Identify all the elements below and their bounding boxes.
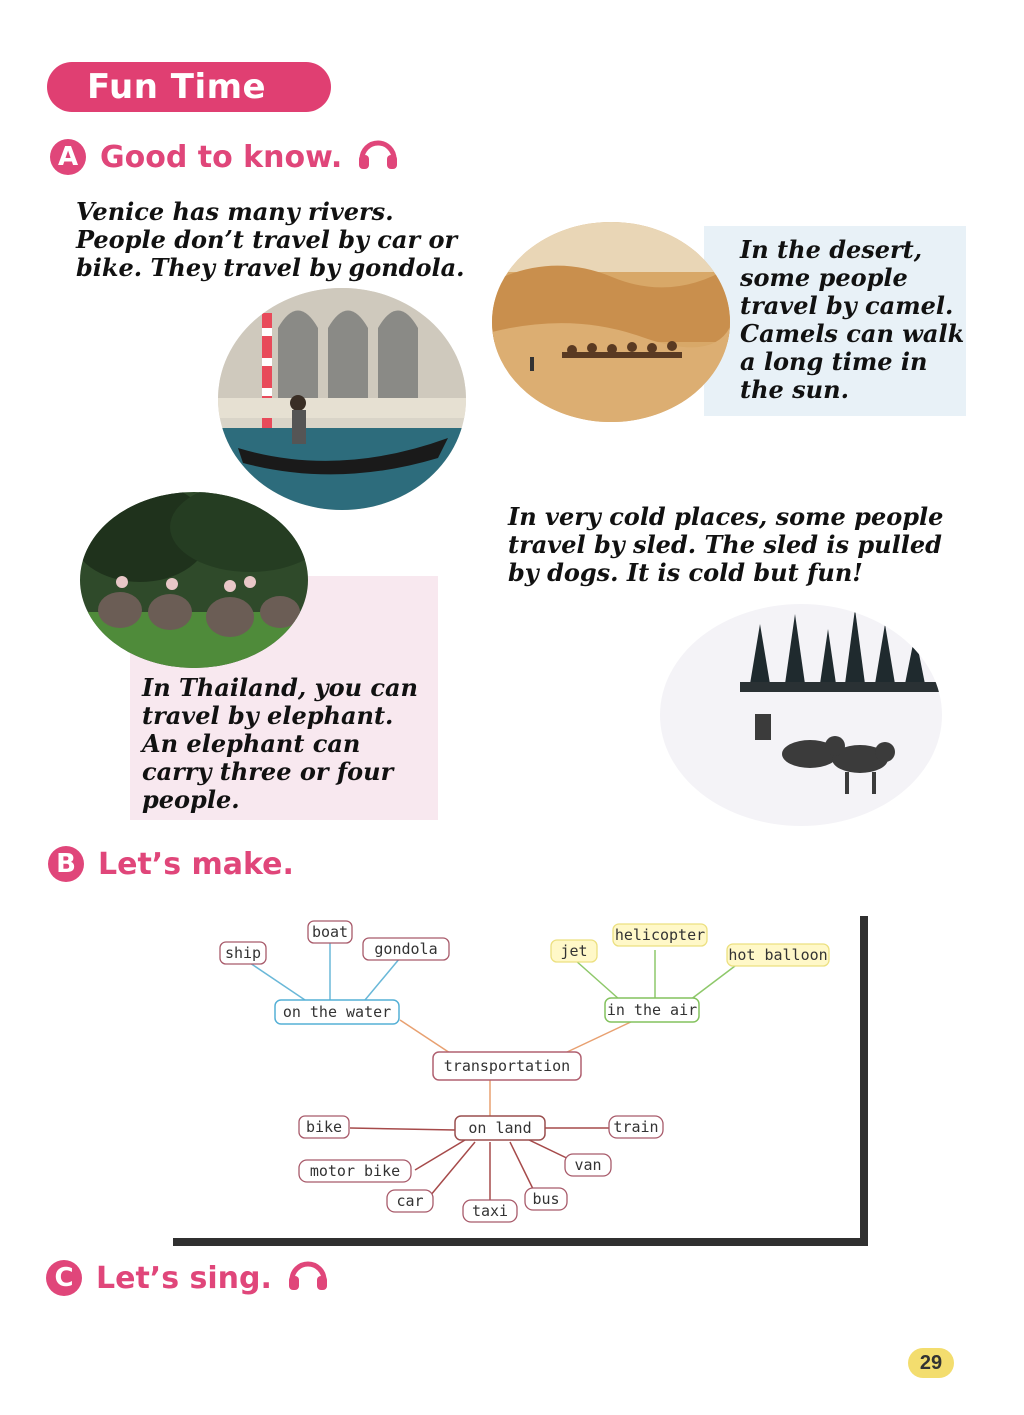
- text-line: In the desert,: [740, 235, 923, 264]
- text-line: An elephant can: [142, 729, 361, 758]
- node-van: van: [574, 1156, 602, 1174]
- node-gondola: gondola: [374, 940, 438, 958]
- venice-text: [76, 198, 496, 282]
- text-line: carry three or four: [142, 757, 394, 786]
- hub-water: on the water: [282, 1003, 392, 1021]
- text-line: In Thailand, you can: [142, 673, 418, 702]
- section-a-heading: [50, 133, 400, 181]
- dog-sled-photo: [660, 604, 942, 826]
- section-b-heading: [48, 846, 294, 882]
- thailand-text: [142, 674, 432, 814]
- text-line: some people: [740, 263, 908, 292]
- text-line: by dogs. It is cold but fun!: [508, 558, 863, 587]
- section-a-title: Good to know.: [100, 139, 343, 175]
- node-train: train: [613, 1118, 659, 1136]
- text-line: Camels can walk: [740, 319, 965, 348]
- node-motor-bike: motor bike: [309, 1162, 401, 1180]
- node-boat: boat: [311, 923, 349, 941]
- section-title-pill: [47, 62, 331, 112]
- center-node: transportation: [443, 1057, 571, 1075]
- text-line: In very cold places, some people: [508, 502, 944, 531]
- headphones-icon[interactable]: [286, 1254, 330, 1302]
- sled-text: [508, 503, 968, 587]
- section-a-letter: A: [50, 139, 86, 175]
- section-c-heading: [46, 1254, 330, 1302]
- mind-map-card: [165, 908, 860, 1238]
- camel-desert-photo: [492, 222, 730, 422]
- hub-air: in the air: [606, 1001, 698, 1019]
- node-bus: bus: [532, 1190, 560, 1208]
- node-taxi: taxi: [471, 1202, 509, 1220]
- text-line: a long time in: [740, 347, 928, 376]
- text-line: travel by elephant.: [142, 701, 394, 730]
- text-line: bike. They travel by gondola.: [76, 253, 465, 282]
- node-hot-balloon: hot balloon: [728, 946, 828, 964]
- section-c-title: Let’s sing.: [96, 1260, 272, 1296]
- desert-text: [740, 236, 965, 404]
- page-number: 29: [919, 1351, 943, 1374]
- node-jet: jet: [560, 942, 588, 960]
- text-line: people.: [142, 785, 240, 814]
- section-c-letter: C: [46, 1260, 82, 1296]
- node-bike: bike: [305, 1118, 343, 1136]
- text-line: travel by sled. The sled is pulled: [508, 530, 942, 559]
- mind-map: [165, 908, 860, 1238]
- hub-land: on land: [468, 1119, 532, 1137]
- gondola-photo: [218, 288, 466, 510]
- text-line: the sun.: [740, 375, 849, 404]
- headphones-icon[interactable]: [356, 133, 400, 181]
- node-helicopter: helicopter: [614, 926, 706, 944]
- text-line: travel by camel.: [740, 291, 954, 320]
- section-b-title: Let’s make.: [98, 846, 294, 882]
- page-title: Fun Time: [87, 67, 267, 107]
- text-line: People don’t travel by car or: [76, 225, 458, 254]
- page-number-badge: [908, 1348, 954, 1378]
- elephant-photo: [80, 492, 308, 668]
- section-b-letter: B: [48, 846, 84, 882]
- text-line: Venice has many rivers.: [76, 197, 394, 226]
- node-ship: ship: [224, 944, 262, 962]
- node-car: car: [396, 1192, 424, 1210]
